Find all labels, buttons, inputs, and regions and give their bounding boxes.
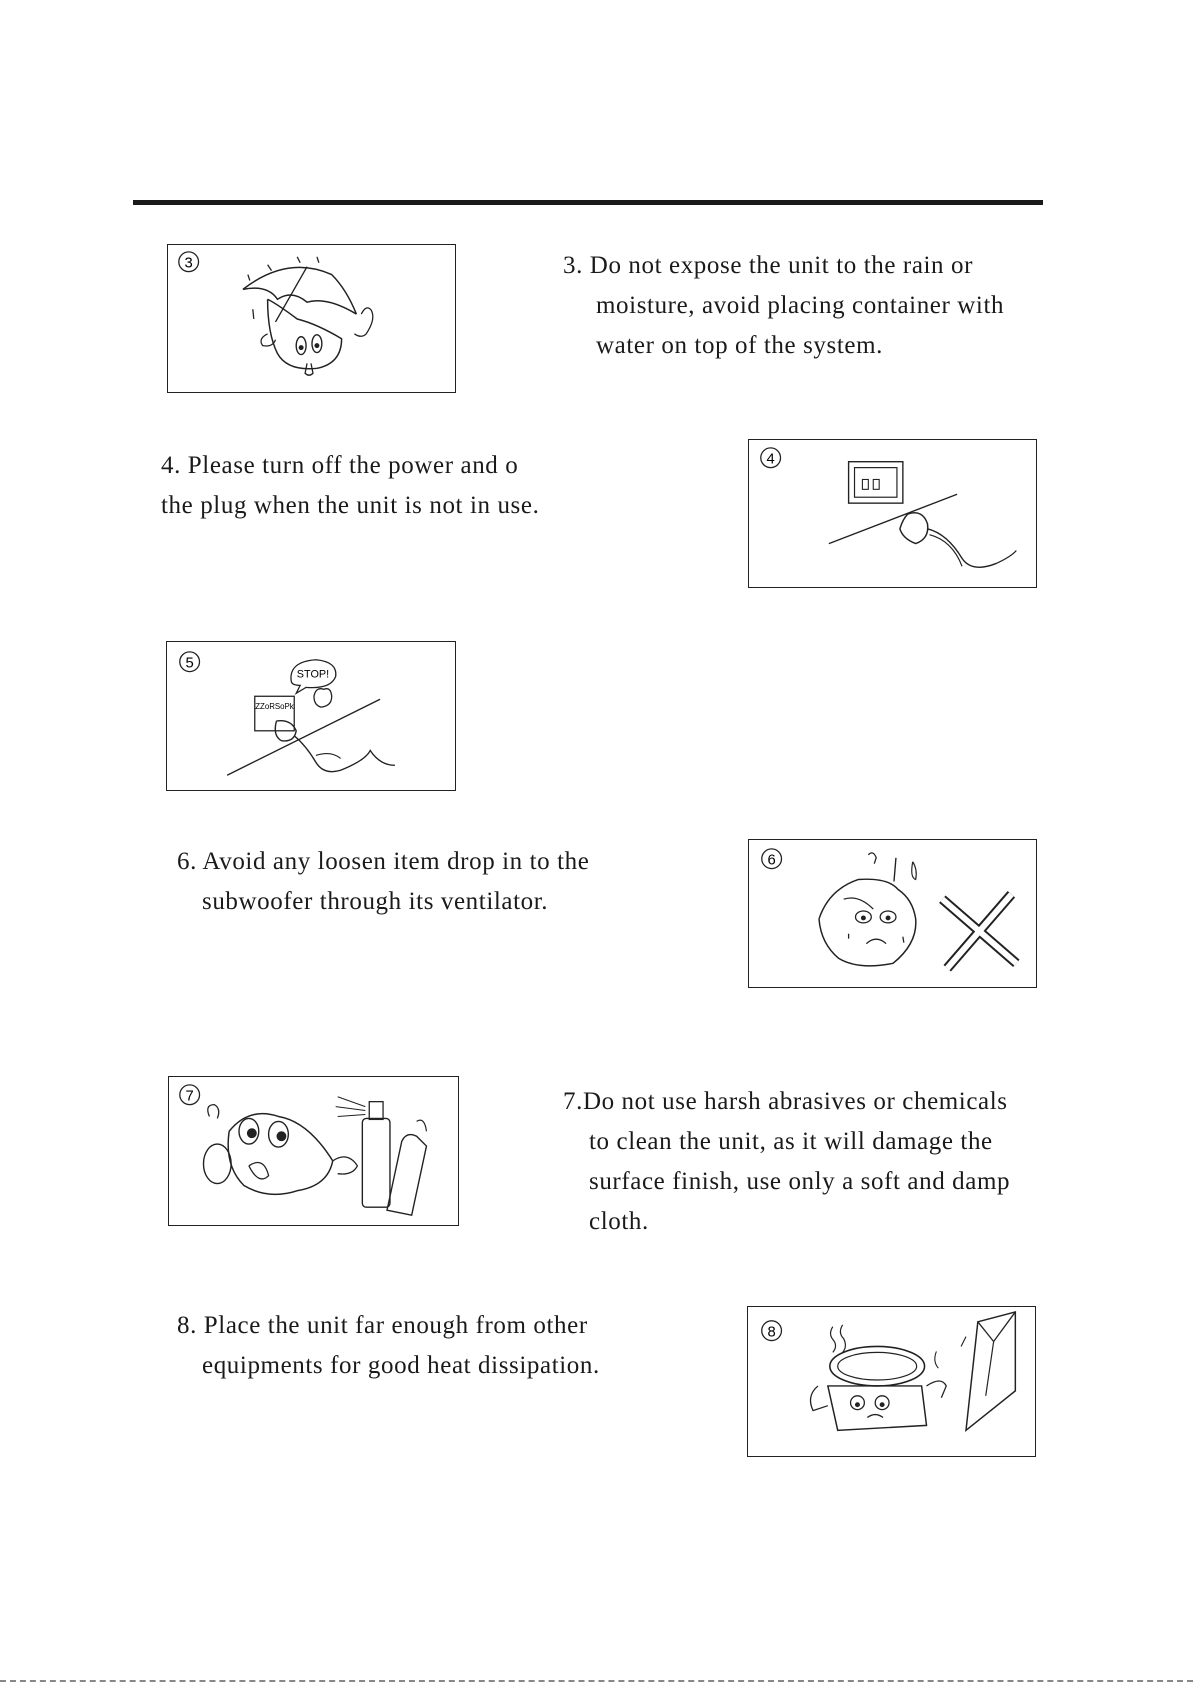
page-bottom-edge	[0, 1680, 1193, 1682]
chemicals-illustration	[169, 1077, 458, 1225]
instruction-8: 8. Place the unit far enough from other equipments for good heat dissipation.	[177, 1312, 600, 1379]
instruction-6: 6. Avoid any loosen item drop in to the subwoofer through its ventilator.	[177, 848, 590, 915]
figure-4-unplug	[748, 439, 1037, 588]
header-rule	[133, 200, 1043, 205]
unplug-illustration	[749, 440, 1036, 587]
figure-3-umbrella	[167, 244, 456, 393]
figure-5-pull-plug	[166, 641, 456, 791]
pull-plug-illustration	[167, 642, 455, 790]
figure-number: 8	[767, 1324, 776, 1341]
figure-number: 3	[184, 255, 193, 272]
instruction-4: 4. Please turn off the power and o the plug when the unit is not in use.	[161, 452, 540, 519]
figure-6-loose-items	[748, 839, 1037, 988]
umbrella-illustration	[168, 245, 455, 392]
figure-7-chemicals	[168, 1076, 459, 1226]
loose-items-illustration	[749, 840, 1036, 987]
figure-number: 5	[185, 655, 194, 672]
figure-number: 6	[767, 852, 776, 869]
figure-8-heat-dissipation	[747, 1306, 1036, 1457]
figure-number: 7	[185, 1088, 194, 1105]
figure-number: 4	[766, 451, 775, 468]
outlet-label: ZZoRSoPk	[255, 702, 294, 712]
instruction-7: 7.Do not use harsh abrasives or chemicals to clean the unit, as it will damage the surface finish, use only a soft and damp cloth.	[563, 1088, 1011, 1235]
heat-dissipation-illustration	[748, 1307, 1035, 1456]
instruction-3: 3. Do not expose the unit to the rain or moisture, avoid placing container with water on top of the system.	[563, 252, 1005, 359]
stop-bubble-text: STOP!	[296, 668, 330, 681]
